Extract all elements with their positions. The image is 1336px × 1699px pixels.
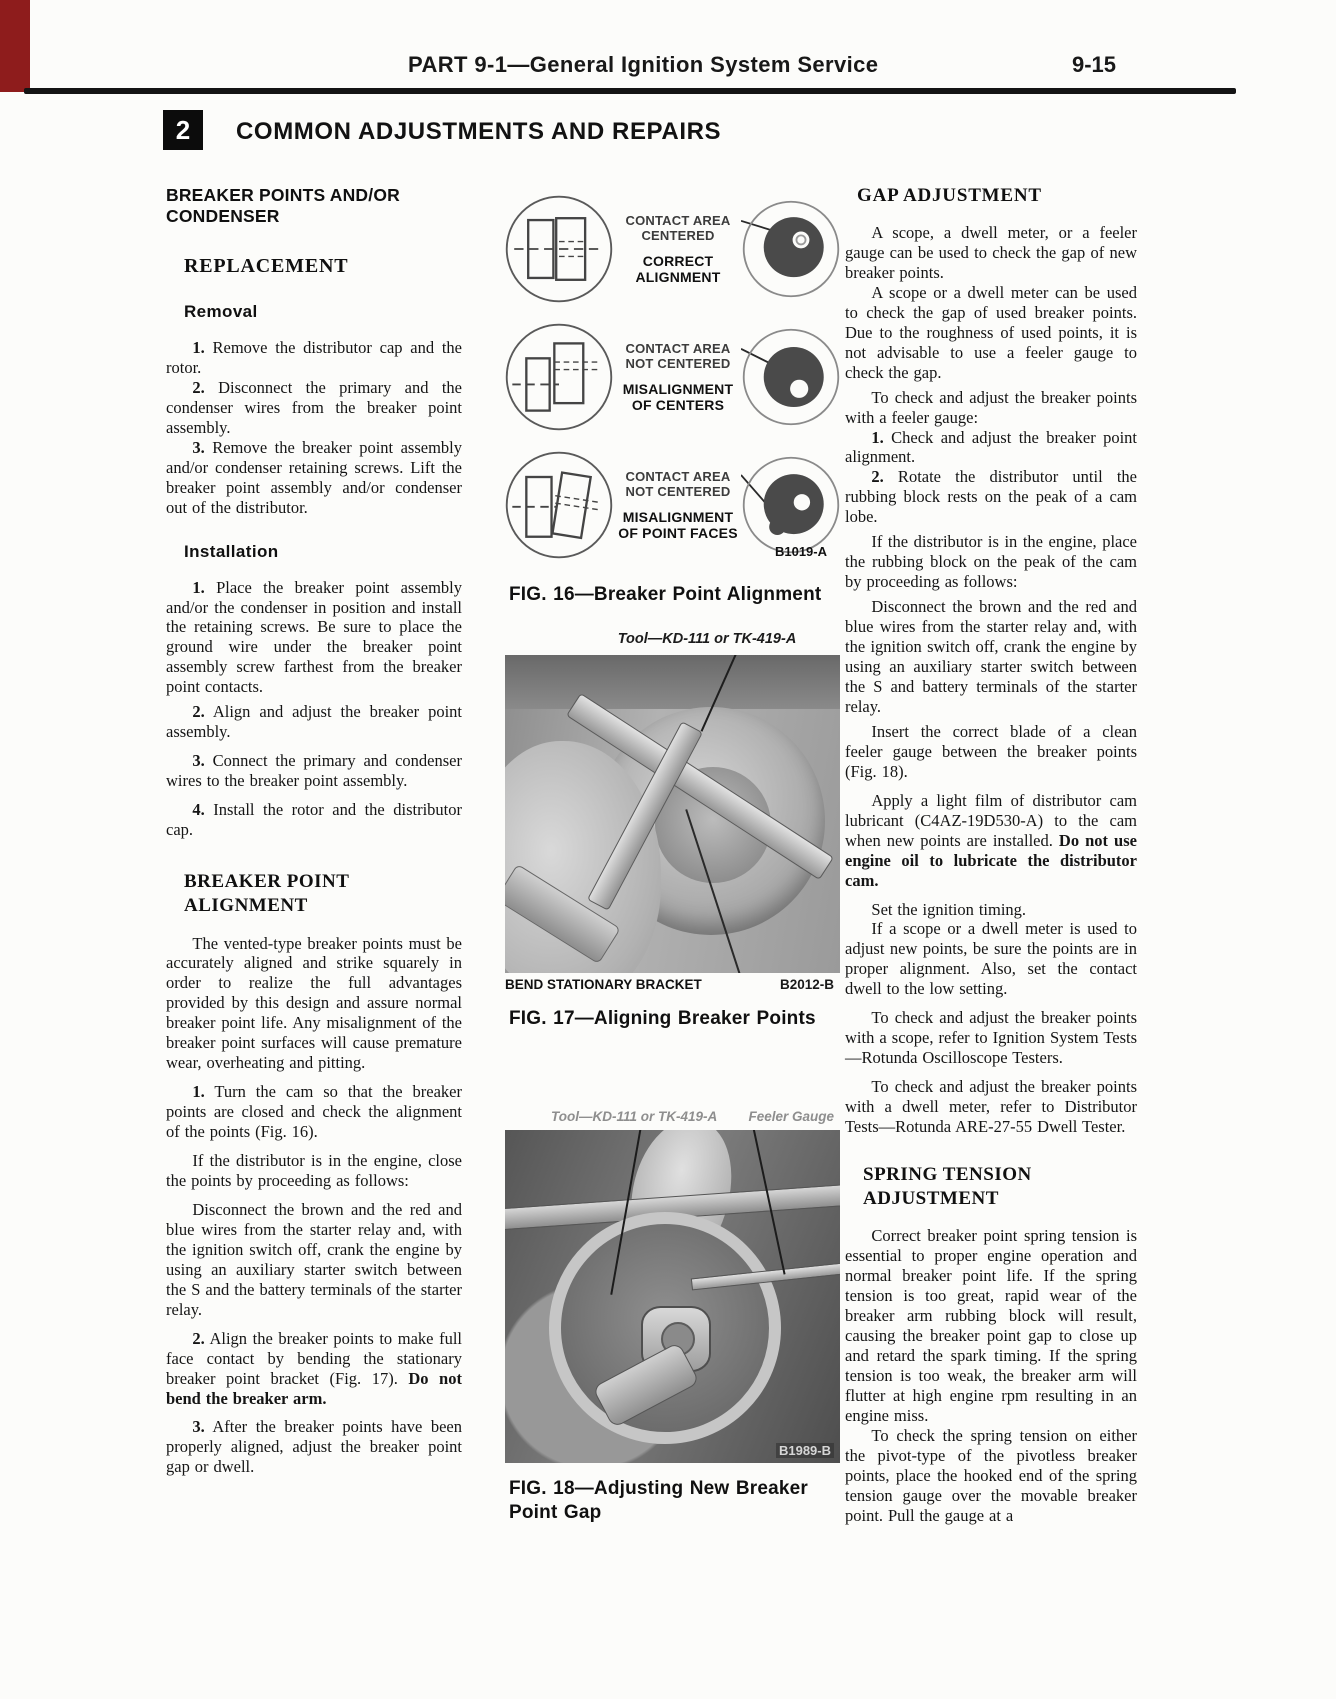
step-text: Remove the breaker point assembly and/or condenser retaining screws. Lift the breaker point assembly and/or condenser out of the distributor.: [166, 437, 462, 517]
paragraph-text: To check and adjust the breaker points with a dwell meter, refer to Distributor Tests—Rotunda ARE-27-55 Dwell Tester.: [845, 1077, 1137, 1137]
paragraph-text: If a scope or a dwell meter is used to adjust new points, be sure the points are in proper alignment. Also, set the contact dwell to the low setting.: [845, 919, 1137, 999]
step-text: Install the rotor and the distributor cap.: [166, 800, 462, 840]
feeler-gauge-label: Feeler Gauge: [748, 1109, 834, 1124]
bend-stationary-bracket-label: BEND STATIONARY BRACKET: [505, 977, 702, 992]
breaker-points-heading: BREAKER POINTS AND/OR CONDENSER: [166, 185, 400, 226]
step-number: 2.: [192, 377, 205, 397]
alignment-result-label: MISALIGNMENT OF CENTERS: [622, 380, 734, 413]
paragraph-text: If the distributor is in the engine, place the rubbing block on the peak of the cam by proceeding as follows:: [845, 532, 1137, 592]
installation-step: [166, 751, 462, 791]
alignment-heading: BREAKER POINT ALIGNMENT: [184, 871, 350, 916]
paragraph-text: The vented-type breaker points must be accurately aligned and strike squarely in order to realize the full advantages provided by this design and assure normal breaker point life. Any misalignment of the breaker point surfaces will cause premature wear, overheating and pitting.: [166, 933, 462, 1073]
paragraph-text: After the breaker points have been properly aligned, adjust the breaker point gap or dwell.: [166, 1417, 462, 1477]
paragraph: [845, 597, 1137, 717]
paragraph-text: Insert the correct blade of a clean feeler gauge between the breaker points (Fig. 18).: [845, 721, 1137, 781]
paragraph: [845, 223, 1137, 283]
step-text: Place the breaker point assembly and/or the condenser in position and install the retaining screws. Be sure to place the ground wire under the breaker point assembly screw farthest from the breaker point contacts.: [166, 577, 462, 697]
step-text: Align and adjust the breaker point assembly.: [166, 702, 462, 742]
fig16-row-labels: [615, 213, 741, 285]
paragraph-text: To check and adjust the breaker points with a scope, refer to Ignition System Tests—Rotunda Oscilloscope Testers.: [845, 1008, 1137, 1068]
fig18-part-code: B1989-B: [776, 1443, 834, 1458]
paragraph-text: Disconnect the brown and the red and blue wires from the starter relay and, with the ignition switch off, crank the engine by using an auxiliary starter switch between the S and the battery terminals of the starter relay.: [166, 1199, 462, 1319]
gap-adjustment-heading: GAP ADJUSTMENT: [857, 185, 1042, 206]
step-number: 1.: [192, 338, 205, 357]
fig17-caption: FIG. 17—Aligning Breaker Points: [509, 1008, 816, 1029]
fig17-part-code: B2012-B: [779, 977, 834, 992]
paragraph: [166, 1200, 462, 1320]
paragraph-text: To check and adjust the breaker points with a feeler gauge:: [845, 387, 1137, 427]
fig18-caption: FIG. 18—Adjusting New Breaker Point Gap: [509, 1478, 809, 1523]
contact-area-label: CONTACT AREA NOT CENTERED: [625, 341, 731, 372]
bold-warning-text: Do not use engine oil to lubricate the distributor cam.: [845, 830, 1137, 890]
paragraph-text: If the distributor is in the engine, close the points by proceeding as follows:: [166, 1151, 462, 1190]
paragraph: [845, 722, 1137, 782]
paragraph: [845, 919, 1137, 999]
page-number: 9-15: [1072, 52, 1117, 77]
step-text: Connect the primary and condenser wires to the breaker point assembly.: [166, 751, 462, 791]
paragraph: [845, 428, 1137, 468]
paragraph-text: Check and adjust the breaker point alignment.: [845, 427, 1137, 467]
replacement-heading: REPLACEMENT: [184, 255, 349, 277]
right-column: [845, 185, 1137, 1526]
fig16-row-misaligned-centers: [503, 313, 841, 441]
section-number-badge: 2: [163, 110, 203, 150]
installation-step: [166, 702, 462, 742]
paragraph-text: Turn the cam so that the breaker points are closed and check the alignment of the points (Fig. 16).: [166, 1082, 462, 1142]
removal-heading: Removal: [184, 302, 258, 321]
paragraph: [845, 1077, 1137, 1137]
paragraph: [845, 1008, 1137, 1068]
paragraph: [166, 1329, 462, 1409]
removal-step: [166, 338, 462, 378]
header-rule: [24, 88, 1236, 94]
paragraph-text: Correct breaker point spring tension is essential to proper engine operation and normal breaker point life. If the spring tension is too great, rapid wear of the breaker arm rubbing block will result, causing the breaker point gap to close up and retard the spark timing. If the spring tension is too weak, the breaker arm will flutter at high engine rpm resulting in an engine miss.: [845, 1226, 1137, 1426]
paragraph: [845, 467, 1137, 527]
fig18-photo: [505, 1130, 840, 1463]
paragraph-text: To check the spring tension on either the pivot-type of the pivotless breaker points, place the hooked end of the spring tension gauge over the movable breaker point. Pull the gauge at a: [845, 1426, 1137, 1525]
paragraph: [166, 934, 462, 1074]
paragraph: [166, 1417, 462, 1477]
paragraph: [845, 532, 1137, 592]
paragraph: [166, 1082, 462, 1142]
removal-step: [166, 438, 462, 518]
fig17-tool-label: Tool—KD-111 or TK-419-A: [617, 631, 797, 647]
fig18-tool-label: Tool—KD-111 or TK-419-A: [551, 1109, 718, 1124]
paragraph-text: Apply a light film of distributor cam lubricant (C4AZ-19D530-A) to the cam when new points are installed.: [845, 790, 1137, 850]
step-number: 3.: [192, 437, 205, 457]
step-number: 3.: [192, 751, 205, 771]
left-column: [166, 185, 462, 1477]
paragraph-text: Set the ignition timing.: [871, 899, 1027, 919]
contact-face-centered-diagram: [741, 199, 841, 299]
alignment-result-label: MISALIGNMENT OF POINT FACES: [618, 508, 738, 541]
step-number: 2.: [192, 1328, 205, 1348]
installation-heading: Installation: [184, 541, 279, 561]
step-text: Remove the distributor cap and the rotor.: [166, 338, 462, 377]
paragraph-text: A scope or a dwell meter can be used to check the gap of used breaker points. Due to the roughness of used points, it is not advisable to use a feeler gauge to check the gap.: [845, 282, 1137, 382]
step-number: 1.: [192, 577, 205, 597]
step-number: 2.: [192, 702, 205, 722]
contact-area-label: CONTACT AREA CENTERED: [625, 213, 731, 244]
paragraph: [845, 388, 1137, 428]
installation-step: [166, 800, 462, 840]
step-text: Disconnect the primary and the condenser wires from the breaker point assembly.: [166, 377, 462, 437]
step-number: 3.: [192, 1417, 205, 1437]
breaker-points-offset-diagram: [503, 321, 615, 433]
fig17-photo: [505, 655, 840, 973]
fig16-part-code: B1019-A: [774, 544, 827, 559]
paragraph: [845, 1226, 1137, 1426]
step-number: 2.: [871, 467, 884, 487]
spring-tension-heading: SPRING TENSION ADJUSTMENT: [863, 1163, 1032, 1209]
photo-background-shape: [505, 655, 840, 709]
contact-face-edge-diagram: [741, 455, 841, 555]
section-title: COMMON ADJUSTMENTS AND REPAIRS: [236, 118, 722, 145]
step-number: 1.: [871, 427, 884, 447]
fig16-row-correct-alignment: [503, 185, 841, 313]
breaker-points-aligned-diagram: [503, 193, 615, 305]
fig16-row-labels: [615, 341, 741, 413]
paragraph-text: Disconnect the brown and the red and blue wires from the starter relay and, with the ignition switch off, crank the engine by using an auxiliary starter switch between the S and battery terminals of the starter relay.: [845, 597, 1137, 716]
breaker-points-tilted-diagram: [503, 449, 615, 561]
fig18-photo-labels: [505, 1109, 840, 1124]
step-number: 4.: [192, 800, 205, 820]
paragraph: [845, 283, 1137, 383]
paragraph: [845, 900, 1137, 920]
removal-step: [166, 378, 462, 438]
paragraph-text: Rotate the distributor until the rubbing block rests on the peak of a cam lobe.: [845, 467, 1137, 527]
fig17-photo-labels: [505, 977, 840, 992]
fig16-caption: FIG. 16—Breaker Point Alignment: [509, 584, 822, 605]
fig16-breaker-point-alignment-diagram: [503, 185, 841, 569]
figures-column: [503, 185, 841, 1585]
fig16-row-labels: [615, 469, 741, 541]
bold-warning-text: Do not bend the breaker arm.: [166, 1368, 462, 1408]
paragraph: [166, 1151, 462, 1191]
paragraph: [845, 791, 1137, 891]
paragraph-text: Align the breaker points to make full face contact by bending the stationary breaker point bracket (Fig. 17).: [166, 1328, 462, 1388]
paragraph-text: A scope, a dwell meter, or a feeler gauge can be used to check the gap of new breaker points.: [845, 223, 1137, 282]
step-number: 1.: [192, 1082, 205, 1102]
book-edge-decoration: [0, 0, 30, 92]
contact-face-offset-diagram: [741, 327, 841, 427]
contact-area-label: CONTACT AREA NOT CENTERED: [625, 469, 731, 500]
paragraph: [845, 1426, 1137, 1526]
page-header-title: PART 9-1—General Ignition System Service: [408, 52, 879, 77]
installation-step: [166, 578, 462, 698]
alignment-result-label: CORRECT ALIGNMENT: [635, 252, 721, 285]
